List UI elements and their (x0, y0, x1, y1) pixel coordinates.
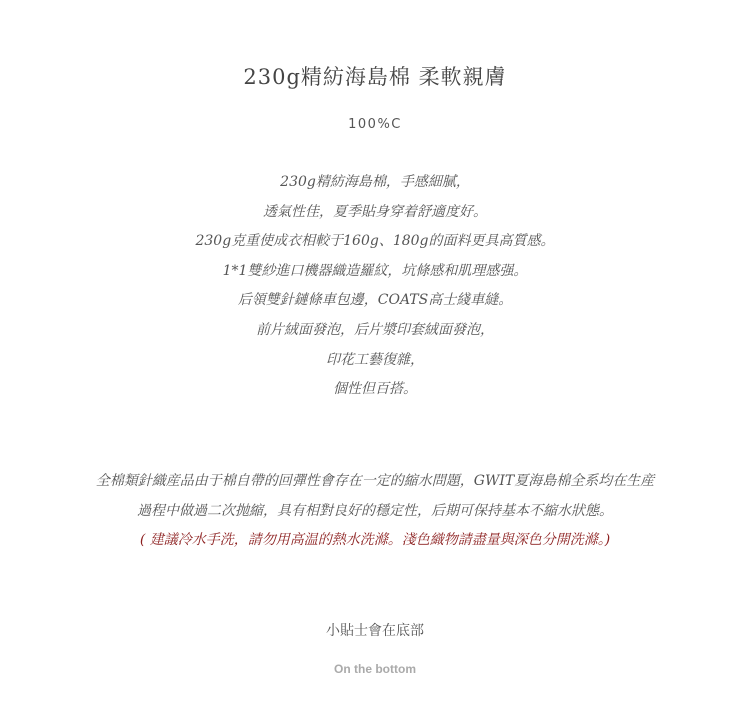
description-line: 230g精紡海島棉，手感細膩， (280, 174, 470, 190)
material-composition: 100%C (348, 117, 402, 132)
tip-heading: 小貼士會在底部 (326, 623, 424, 639)
description-line: 230g克重使成衣相較于160g、180g的面料更具高質感。 (195, 233, 555, 250)
care-line: 全棉類針織産品由于棉自帶的回彈性會存在一定的縮水問題，GWIT夏海島棉全系均在生産 (95, 473, 655, 489)
product-description (0, 168, 750, 405)
description-line: 1*1雙紗進口機器織造羅紋，坑條感和肌理感强。 (222, 262, 528, 279)
tip-subheading: On the bottom (334, 662, 416, 676)
description-line: 透氣性佳，夏季貼身穿着舒適度好。 (263, 203, 487, 220)
wash-warning: ( 建議冷水手洗，請勿用高温的熱水洗滌。淺色織物請盡量與深色分開洗滌。) (139, 532, 611, 548)
description-line: 印花工藝復雜， (326, 351, 424, 368)
description-line: 前片絨面發泡，后片漿印套絨面發泡， (256, 321, 494, 338)
care-notice (0, 467, 750, 556)
product-title: 230g精紡海島棉 柔軟親膚 (243, 65, 507, 89)
care-line: 過程中做過二次抛縮，具有相對良好的穩定性，后期可保持基本不縮水狀態。 (137, 502, 613, 519)
description-line: 后領雙針鏈條車包邊，COATS高士綫車縫。 (237, 292, 513, 309)
description-line: 個性但百搭。 (333, 381, 417, 398)
